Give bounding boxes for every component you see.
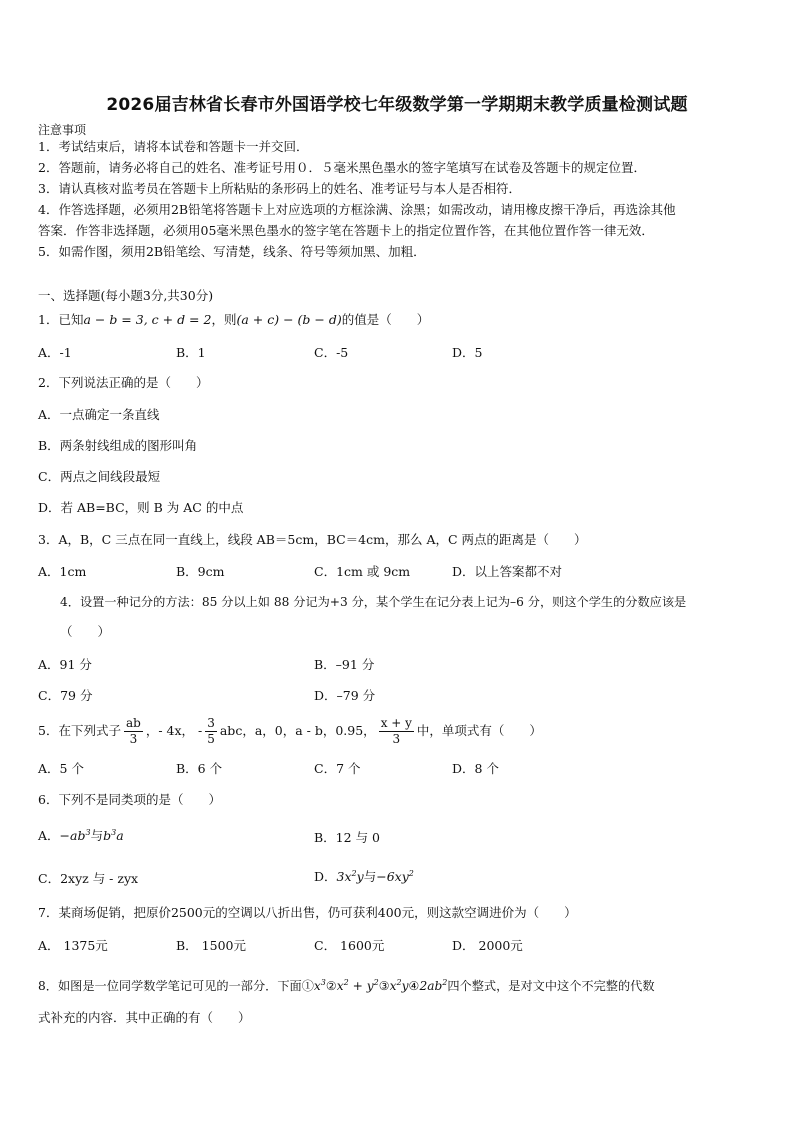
q4-option-c: C．79 分 [38,688,93,703]
note-item: 答案．作答非选择题，必须用05毫米黑色墨水的签字笔在答题卡上的指定位置作答，在其他位置作答一律无效． [38,223,654,238]
q7-option-d: D． 2000元 [452,938,523,953]
q7-option-a: A． 1375元 [38,938,108,953]
q6-option-b: B．12 与 0 [314,830,380,845]
q6-option-d: D．$3x^2y$与$-6xy^2$ [314,868,414,884]
q3-option-a: A．1cm [38,564,87,579]
q5-fraction-ab-over-3: $\frac{ab}{3}$ [125,716,141,746]
q5-option-b: B．6 个 [176,761,223,776]
q5-part3: abc，a，0，a - b，0.95， [219,723,376,738]
q1-mid: ，则 [211,312,237,327]
q6-option-c: C．2xyz 与 - zyx [38,871,139,886]
question-2: 2．下列说法正确的是（ ） [38,375,209,390]
q2-option-b: B．两条射线组成的图形叫角 [38,438,198,453]
question-6: 6．下列不是同类项的是（ ） [38,792,221,807]
q3-option-b: B．9cm [176,564,225,579]
note-item: 3．请认真核对监考员在答题卡上所粘贴的条形码上的姓名、准考证号与本人是否相符． [38,181,521,196]
note-item: 2．答题前，请务必将自己的姓名、准考证号用０．５毫米黑色墨水的签字笔填写在试卷及答题卡的规定位置． [38,160,646,175]
q2-option-a: A．一点确定一条直线 [38,407,160,422]
q2-option-c: C．两点之间线段最短 [38,469,161,484]
page-title: 2026届吉林省长春市外国语学校七年级数学第一学期期末教学质量检测试题 [106,95,688,115]
note-item: 5．如需作图，须用2B铅笔绘、写清楚，线条、符号等须加黑、加粗． [38,244,426,259]
q7-option-b: B． 1500元 [176,938,246,953]
q1-suffix: 的值是（ ） [341,312,430,327]
notes-heading: 注意事项 [38,123,87,137]
question-4: 4．设置一种记分的方法：85 分以上如 88 分记为+3 分，某个学生在记分表上记为–6 分，则这个学生的分数应该是 [60,595,687,609]
question-7: 7．某商场促销，把原价2500元的空调以八折出售，仍可获利400元，则这款空调进价为（ ） [38,905,577,920]
q1-option-a: A．-1 [38,345,72,360]
q5-option-d: D．8 个 [452,761,499,776]
q1-option-c: C．-5 [314,345,349,360]
q7-option-c: C． 1600元 [314,938,385,953]
q5-part2: ，- 4x， - [145,723,203,738]
note-item: 1．考试结束后，请将本试卷和答题卡一并交回． [38,139,309,154]
q6-option-a: A．$-ab^3$与$b^3a$ [38,827,124,843]
q3-option-d: D．以上答案都不对 [452,564,563,579]
q2-option-d: D．若 AB=BC，则 B 为 AC 的中点 [38,500,244,515]
question-3: 3．A，B，C 三点在同一直线上，线段 AB＝5cm，BC＝4cm，那么 A，C 两点的距离是（ ） [38,532,587,547]
q5-fraction-3-over-5: $\frac{3}{5}$ [207,716,215,746]
q5-option-a: A．5 个 [38,761,84,776]
q1-option-d: D．5 [452,345,483,360]
section-heading: 一、选择题(每小题3分,共30分) [38,288,214,303]
q5-suffix: 中，单项式有（ ） [416,723,542,738]
q4-option-a: A．91 分 [38,657,92,672]
q4-option-d: D．–79 分 [314,688,376,703]
question-4-line2: （ ） [60,624,111,639]
question-1 [38,310,429,330]
q1-option-b: B．1 [176,345,206,360]
question-5 [38,712,542,750]
q5-fraction-xy-over-3: $\frac{x + y}{3}$ [380,716,412,746]
note-item: 4．作答选择题，必须用2B铅笔将答题卡上对应选项的方框涂满、涂黑；如需改动，请用橡皮擦干净后，再选涂其他 [38,202,676,217]
q1-math-condition: a − b = 3, c + d = 2 [83,312,212,327]
q3-option-c: C．1cm 或 9cm [314,564,411,579]
q5-prefix: 5．在下列式子 [38,723,121,738]
q1-math-expression: (a + c) − (b − d) [236,312,342,327]
q1-prefix: 1．已知 [38,312,84,327]
question-8: 8．如图是一位同学数学笔记可见的一部分．下面$①x^3②x^2$ + $y^2③x^2y④2ab^2$四个整式，是对文中这个不完整的代数 [38,978,655,994]
q4-option-b: B．–91 分 [314,657,375,672]
question-8-line2: 式补充的内容．其中正确的有（ ） [38,1010,251,1025]
q5-option-c: C．7 个 [314,761,361,776]
